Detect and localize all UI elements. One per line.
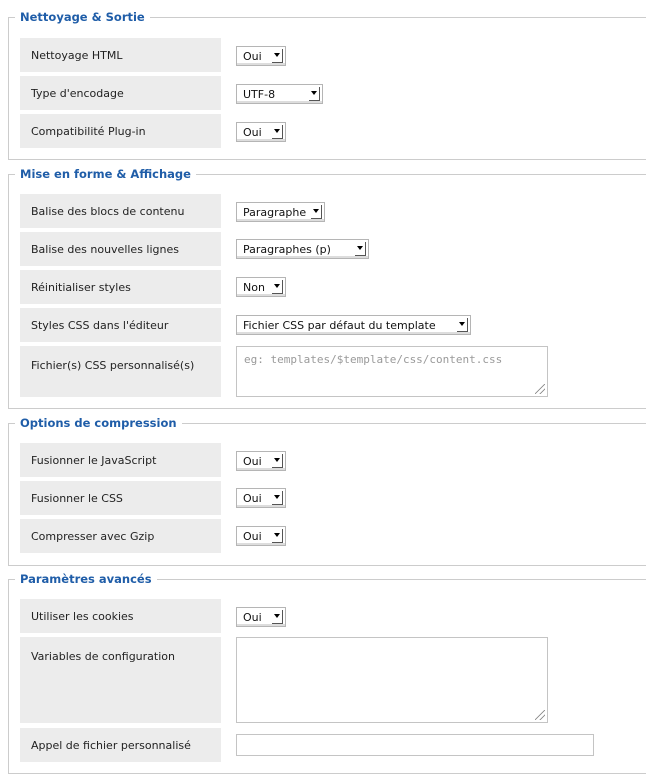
- select-value: Oui: [243, 50, 262, 63]
- select-value: UTF-8: [243, 88, 276, 101]
- plugin-compat-select[interactable]: [236, 122, 286, 142]
- chevron-down-icon: [309, 87, 320, 101]
- block-tag-select[interactable]: [236, 202, 325, 222]
- section-title: Options de compression: [15, 416, 182, 430]
- chevron-down-icon: [272, 280, 283, 294]
- custom-file-call-input[interactable]: [236, 734, 594, 756]
- use-cookies-select[interactable]: [236, 607, 286, 627]
- label-plugin-compat: Compatibilité Plug-in: [20, 114, 221, 148]
- chevron-down-icon: [457, 318, 468, 332]
- chevron-down-icon: [272, 454, 283, 468]
- reset-styles-select[interactable]: [236, 277, 286, 297]
- label-config-vars: Variables de configuration: [20, 637, 221, 723]
- label-merge-js: Fusionner le JavaScript: [20, 443, 221, 477]
- select-value: Oui: [243, 611, 262, 624]
- custom-css-textarea[interactable]: [236, 346, 548, 397]
- select-value: Oui: [243, 455, 262, 468]
- chevron-down-icon: [355, 242, 366, 256]
- merge-css-select[interactable]: [236, 488, 286, 508]
- merge-js-select[interactable]: [236, 451, 286, 471]
- label-reset-styles: Réinitialiser styles: [20, 270, 221, 304]
- chevron-down-icon: [272, 610, 283, 624]
- chevron-down-icon: [272, 125, 283, 139]
- chevron-down-icon: [272, 491, 283, 505]
- gzip-select[interactable]: [236, 526, 286, 546]
- select-value: Fichier CSS par défaut du template: [243, 319, 436, 332]
- html-cleanup-select[interactable]: [236, 46, 286, 66]
- resize-grip-icon[interactable]: [535, 384, 545, 394]
- select-value: Paragraphes (p): [243, 243, 331, 256]
- select-value: Oui: [243, 492, 262, 505]
- select-value: Non: [243, 281, 265, 294]
- resize-grip-icon[interactable]: [535, 710, 545, 720]
- label-custom-file-call: Appel de fichier personnalisé: [20, 728, 221, 762]
- select-value: Oui: [243, 530, 262, 543]
- custom-css-placeholder: eg: templates/$template/css/content.css: [244, 353, 503, 366]
- label-html-cleanup: Nettoyage HTML: [20, 38, 221, 72]
- section-title: Nettoyage & Sortie: [15, 10, 150, 24]
- label-use-cookies: Utiliser les cookies: [20, 599, 221, 633]
- select-value: Oui: [243, 126, 262, 139]
- chevron-down-icon: [272, 529, 283, 543]
- section-title: Mise en forme & Affichage: [15, 167, 196, 181]
- chevron-down-icon: [311, 205, 322, 219]
- encoding-type-select[interactable]: [236, 84, 323, 104]
- label-custom-css: Fichier(s) CSS personnalisé(s): [20, 346, 221, 397]
- editor-css-select[interactable]: [236, 315, 471, 335]
- section-title: Paramètres avancés: [15, 572, 157, 586]
- label-encoding-type: Type d'encodage: [20, 76, 221, 110]
- select-value: Paragraphe: [243, 206, 307, 219]
- label-block-tag: Balise des blocs de contenu: [20, 194, 221, 228]
- label-gzip: Compresser avec Gzip: [20, 519, 221, 553]
- label-merge-css: Fusionner le CSS: [20, 481, 221, 515]
- label-newline-tag: Balise des nouvelles lignes: [20, 232, 221, 266]
- newline-tag-select[interactable]: [236, 239, 369, 259]
- config-vars-textarea[interactable]: [236, 637, 548, 723]
- label-editor-css: Styles CSS dans l'éditeur: [20, 308, 221, 342]
- chevron-down-icon: [272, 49, 283, 63]
